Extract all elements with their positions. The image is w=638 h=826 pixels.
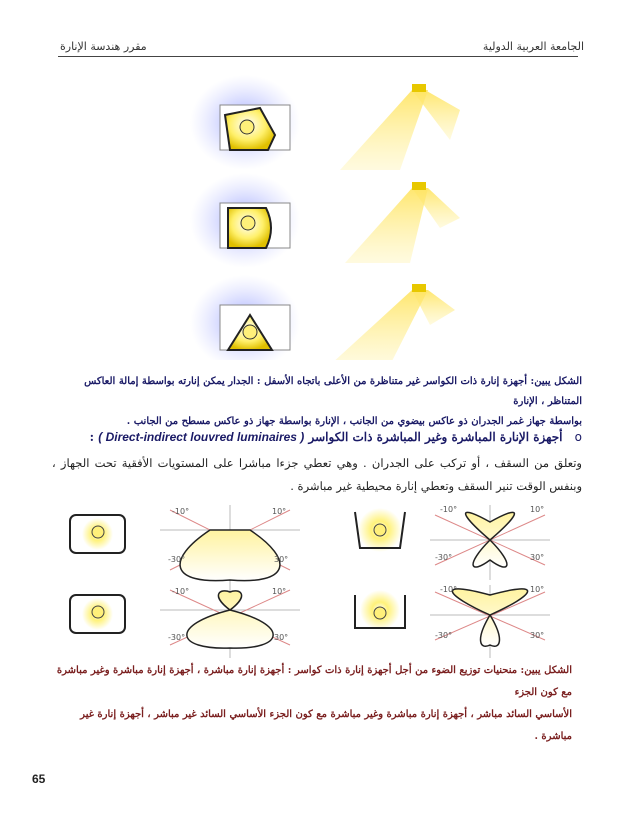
angle-label: 10° xyxy=(272,587,287,596)
figure1-caption-line1: الشكل يبين: أجهزة إنارة ذات الكواسر غير متناظرة من الأعلى باتجاه الأسفل : الجدار يمكن إنارته بواسطة إمالة العاكس المتناظر ، الإنارة xyxy=(84,376,582,407)
polar-curve-direct-indirect-1 xyxy=(430,505,550,580)
angle-label: -10° xyxy=(440,585,458,594)
angle-label: -30° xyxy=(168,633,186,642)
section-paragraph: وتعلق من السقف ، أو تركب على الجدران . وهي تعطي جزءا مباشرا على المستويات الأفقية تحت الجهاز ، وبنفس الوقت تنير السقف وتعطي إنارة محيطية غير مباشرة . xyxy=(52,456,582,493)
polar-curve-direct-indirect-2 xyxy=(160,585,300,658)
angle-label: 10° xyxy=(272,507,287,516)
angle-label: 10° xyxy=(530,585,545,594)
page-number: 65 xyxy=(32,772,46,786)
header-course: مقرر هندسة الإنارة xyxy=(60,40,147,53)
figure1-caption-line2: بواسطة جهاز غمر الجدران ذو عاكس بيضوي من الجانب ، الإنارة بواسطة جهاز ذو عاكس مسطح من الجانب . xyxy=(126,416,582,427)
figure2-caption-line1: الشكل يبين: منحنيات توزيع الضوء من أجل أجهزة إنارة ذات كواسر : أجهزة إنارة مباشرة ، أجهزة إنارة مباشرة وغير مباشرة مع كون الجزء xyxy=(56,665,572,698)
bullet-icon: o xyxy=(574,430,582,444)
luminaire-direct-top xyxy=(355,508,405,552)
angle-label: 30° xyxy=(530,631,545,640)
angle-label: -30° xyxy=(168,555,186,564)
figure1-caption xyxy=(52,372,582,432)
angle-label: -30° xyxy=(435,553,453,562)
figure-distribution-curves xyxy=(60,500,580,660)
angle-label: -10° xyxy=(172,587,190,596)
angle-label: -30° xyxy=(435,631,453,640)
section-heading xyxy=(52,430,582,444)
section-title-ar: أجهزة الإنارة المباشرة وغير المباشرة ذات الكواسر xyxy=(308,430,563,444)
header-rule xyxy=(58,56,578,57)
wall-washer-elliptical xyxy=(190,173,460,268)
wall-washer-asymmetric xyxy=(190,75,460,170)
header-university: الجامعة العربية الدولية xyxy=(482,40,584,53)
angle-label: 30° xyxy=(274,633,289,642)
angle-label: -10° xyxy=(440,505,458,514)
section-title-end: : xyxy=(89,430,95,444)
angle-label: -10° xyxy=(172,507,190,516)
angle-label: 10° xyxy=(530,505,545,514)
figure-wall-lighting xyxy=(150,60,480,360)
figure2-caption xyxy=(52,660,572,748)
angle-label: 30° xyxy=(274,555,289,564)
section-title-en: ( Direct-indirect louvred luminaires ) xyxy=(98,430,305,444)
polar-curve-indirect xyxy=(430,585,550,658)
luminaire-indirect-bottom xyxy=(355,590,405,630)
luminaire-direct-left-top xyxy=(70,515,125,553)
angle-label: 30° xyxy=(530,553,545,562)
polar-curve-direct-1 xyxy=(160,505,300,590)
figure2-caption-line2: الأساسي السائد مباشر ، أجهزة إنارة مباشرة وغير مباشرة مع كون الجزء الأساسي السائد غير مباشر ، أجهزة إنارة غير مباشرة . xyxy=(80,709,572,742)
wall-washer-flat xyxy=(190,275,455,360)
luminaire-direct-left-bottom xyxy=(70,595,125,633)
